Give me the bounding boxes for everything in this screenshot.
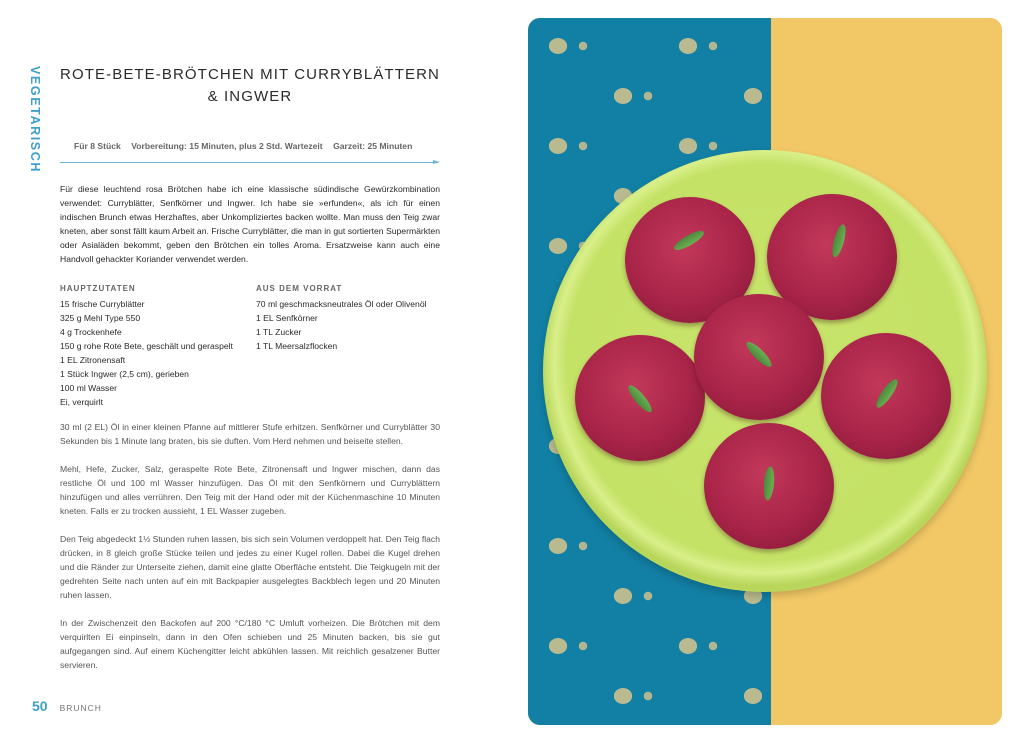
ingredient-item: 4 g Trockenhefe bbox=[60, 327, 122, 337]
recipe-meta bbox=[74, 141, 420, 151]
curry-leaf-icon bbox=[873, 376, 901, 410]
recipe-title: ROTE-BETE-BRÖTCHEN MIT CURRYBLÄTTERN & INGWER bbox=[60, 66, 440, 105]
ingredients-main-heading: HAUPTZUTATEN bbox=[60, 284, 136, 293]
ingredient-item: 15 frische Curryblätter bbox=[60, 299, 145, 309]
intro-paragraph: Für diese leuchtend rosa Brötchen habe ich eine klassische südindische Gewürzkombination verwendet: Curryblätter, Senfkörner und Ingwer. Ich habe sie »erfunden«, als ich für einen indischen Brunch etwas Herzhaftes, aber Unkompliziertes backen wollte. Man muss den Teig zwar kneten, aber sonst fällt kaum Arbeit an. Frische Curryblätter, die man in gut sortierten Supermärkten oder Asialäden bekommt, geben den Brötchen ein tolles Aroma. Ersatzweise kann auch eine Handvoll gehackter Koriander verwendet werden. bbox=[60, 184, 440, 264]
method-steps bbox=[60, 420, 440, 686]
page-footer bbox=[32, 698, 102, 714]
method-step: 30 ml (2 EL) Öl in einer kleinen Pfanne auf mittlerer Stufe erhitzen. Senfkörner und Curryblätter 30 Sekunden bis 1 Minute lang braten, bis sie duften. Vom Herd nehmen und beiseite stellen. bbox=[60, 422, 440, 446]
ingredient-item: 1 Stück Ingwer (2,5 cm), gerieben bbox=[60, 369, 189, 379]
beetroot-roll bbox=[821, 333, 951, 459]
beetroot-roll bbox=[704, 423, 834, 549]
method-step: Mehl, Hefe, Zucker, Salz, geraspelte Rote Bete, Zitronensaft und Ingwer mischen, dann das restliche Öl und 100 ml Wasser hinzufügen. Das Öl mit den Senfkörnern und Curryblättern hinzufügen und alles verrühren. Den Teig mit der Hand oder mit der Küchenmaschine 10 Minuten kneten. Falls er zu trocken aussieht, 1 EL Wasser zugeben. bbox=[60, 464, 440, 516]
ingredient-item: 1 EL Senfkörner bbox=[256, 313, 318, 323]
yield: Für 8 Stück bbox=[74, 141, 121, 151]
ingredient-item: 70 ml geschmacksneutrales Öl oder Olivenöl bbox=[256, 299, 427, 309]
curry-leaf-icon bbox=[672, 227, 706, 253]
recipe-photo bbox=[528, 18, 1002, 725]
section-name: BRUNCH bbox=[59, 703, 102, 713]
curry-leaf-icon bbox=[830, 223, 848, 258]
curry-leaf-icon bbox=[763, 466, 776, 501]
curry-leaf-icon bbox=[625, 382, 655, 414]
ingredient-item: 325 g Mehl Type 550 bbox=[60, 313, 141, 323]
beetroot-roll bbox=[694, 294, 824, 420]
ingredient-item: 150 g rohe Rote Bete, geschält und geraspelt bbox=[60, 341, 233, 351]
method-step: Den Teig abgedeckt 1½ Stunden ruhen lassen, bis sich sein Volumen verdoppelt hat. Den Teig flach drücken, in 8 gleich große Stücke teilen und jedes zu einer Kugel rollen. Dabei die Kugel drehen und die Ränder zur Unterseite ziehen, damit eine glatte Oberfläche entsteht. Die Teigkugeln mit der gedrehten Seite nach unten auf ein mit Backpapier ausgelegtes Backblech legen und 20 Minuten ruhen lassen. bbox=[60, 534, 440, 600]
category-label: VEGETARISCH bbox=[28, 66, 42, 173]
prep-time: Vorbereitung: 15 Minuten, plus 2 Std. Wartezeit bbox=[131, 141, 323, 151]
curry-leaf-icon bbox=[743, 339, 774, 370]
ingredient-item: 1 TL Meersalzflocken bbox=[256, 341, 338, 351]
ingredients-main bbox=[60, 282, 255, 409]
method-step: In der Zwischenzeit den Backofen auf 200 °C/180 °C Umluft vorheizen. Die Brötchen mit dem verquirlten Ei einpinseln, dann in den Ofen schieben und 25 Minuten backen, bis sie gut aufgegangen sind. Auf einem Küchengitter leicht abkühlen lassen. Mit reichlich gesalzener Butter servieren. bbox=[60, 618, 440, 670]
ingredient-item: Ei, verquirlt bbox=[60, 397, 103, 407]
cook-time: Garzeit: 25 Minuten bbox=[333, 141, 413, 151]
ingredient-item: 100 ml Wasser bbox=[60, 383, 117, 393]
ingredient-item: 1 TL Zucker bbox=[256, 327, 302, 337]
page-number: 50 bbox=[32, 698, 48, 714]
ingredients-pantry bbox=[256, 282, 456, 353]
ingredients-pantry-heading: AUS DEM VORRAT bbox=[256, 284, 343, 293]
ingredient-item: 1 EL Zitronensaft bbox=[60, 355, 126, 365]
arrow-divider bbox=[60, 162, 438, 163]
beetroot-roll bbox=[575, 335, 705, 461]
